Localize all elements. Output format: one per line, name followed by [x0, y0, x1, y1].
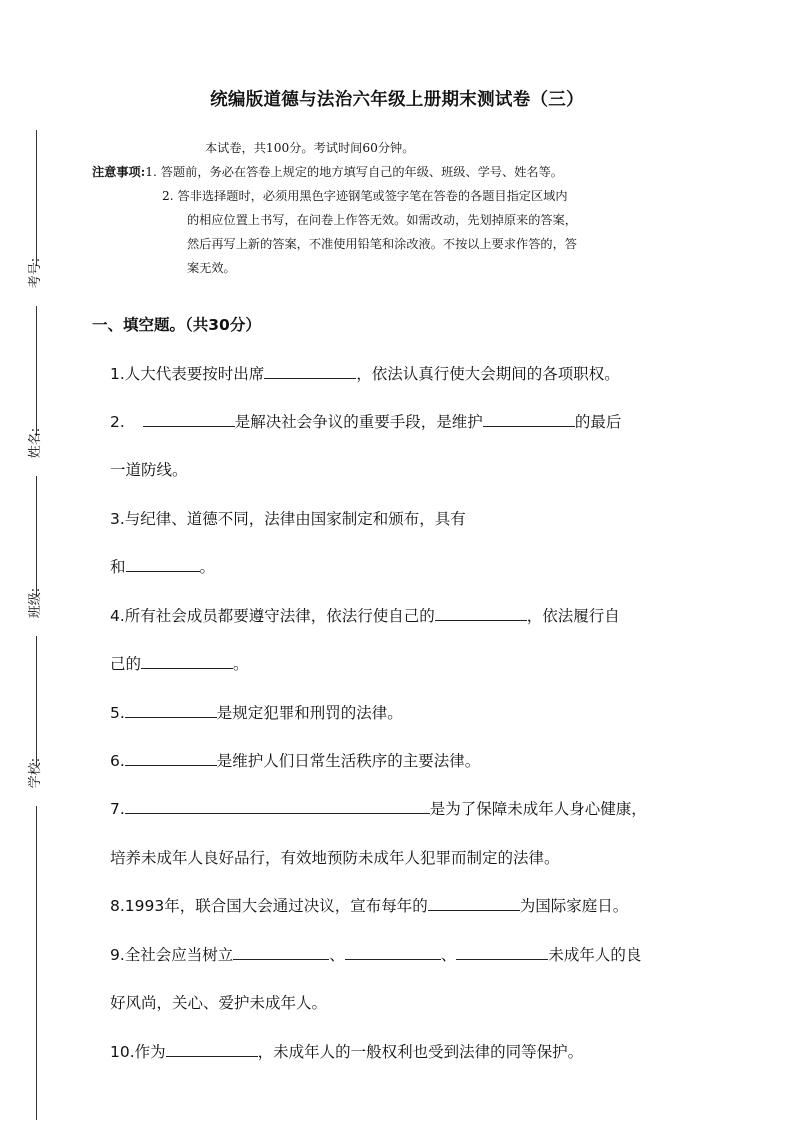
q9-blank-3[interactable]: [456, 944, 548, 960]
q2-text-a: 是解决社会争议的重要手段，是维护: [234, 413, 483, 431]
q7-number: 7.: [110, 800, 125, 818]
q2-number: 2.: [110, 413, 125, 431]
q10-text-b: ，未成年人的一般权利也受到法律的同等保护。: [257, 1043, 584, 1061]
q6-text: 是维护人们日常生活秩序的主要法律。: [216, 752, 481, 770]
page-title: 统编版道德与法治六年级上册期末测试卷（三）: [210, 90, 584, 110]
q8-blank[interactable]: [428, 895, 520, 911]
q4-text-b: ，依法履行自: [526, 607, 620, 625]
xuexiao-label: 学校:: [18, 766, 54, 806]
q6-blank[interactable]: [125, 750, 217, 766]
q3-text-c: 。: [199, 558, 216, 576]
notes-intro: 本试卷，共100分。考试时间60分钟。: [205, 141, 415, 155]
q9-sep-2: 、: [440, 946, 457, 964]
question-2: [110, 410, 621, 432]
q9-blank-2[interactable]: [345, 944, 441, 960]
notes-item-2-line2: 的相应位置上书写，在问卷上作答无效。如需改动，先划掉原来的答案，: [187, 213, 577, 227]
question-9-cont: 好风尚，关心、爱护未成年人。: [110, 994, 328, 1012]
q4-blank-2[interactable]: [141, 653, 233, 669]
q2-blank-1[interactable]: [143, 411, 235, 427]
banji-label: 班级:: [18, 596, 54, 636]
question-3: 3.与纪律、道德不同，法律由国家制定和颁布，具有: [110, 510, 466, 528]
q10-text-a: 10.作为: [110, 1043, 166, 1061]
section-heading: 一、填空题。（共30分）: [92, 316, 261, 334]
q3-blank[interactable]: [126, 556, 200, 572]
q5-text: 是规定犯罪和刑罚的法律。: [216, 704, 403, 722]
q1-text-b: ，依法认真行使大会期间的各项职权。: [356, 365, 620, 383]
question-3-cont: [110, 555, 215, 577]
notes-item-2: 2. 答非选择题时，必须用黑色字迹钢笔或签字笔在答卷的各题目指定区域内: [162, 189, 568, 203]
question-9: [110, 943, 641, 965]
q3-text-b: 和: [110, 558, 126, 576]
q8-text-a: 8.1993年，联合国大会通过决议，宣布每年的: [110, 897, 428, 915]
q8-text-b: 为国际家庭日。: [519, 897, 629, 915]
q1-text-a: 1.人大代表要按时出席: [110, 365, 265, 383]
q4-text-c: 己的: [110, 655, 142, 673]
q1-blank[interactable]: [264, 363, 356, 379]
question-1: [110, 362, 620, 384]
notes-lead: 注意事项:: [92, 165, 146, 179]
question-7: [110, 797, 647, 819]
notes-item-1: [92, 160, 577, 184]
question-7-cont: 培养未成年人良好品行，有效地预防未成年人犯罪而制定的法律。: [110, 849, 560, 867]
q9-blank-1[interactable]: [233, 944, 329, 960]
question-5: [110, 701, 403, 723]
question-4: [110, 604, 620, 626]
q7-blank[interactable]: [125, 798, 430, 814]
q9-text-d: 未成年人的良: [548, 946, 642, 964]
question-8: [110, 894, 628, 916]
question-4-cont: [110, 652, 249, 674]
notes-item-1-text: 1. 答题前，务必在答卷上规定的地方填写自己的年级、班级、学号、姓名等。: [145, 165, 563, 179]
q10-blank[interactable]: [166, 1041, 258, 1057]
q9-sep-1: 、: [329, 946, 345, 964]
q2-blank-2[interactable]: [483, 411, 575, 427]
notes-item-2-line4: 案无效。: [187, 261, 236, 275]
q4-text-d: 。: [233, 655, 249, 673]
q2-text-b: 的最后: [574, 413, 622, 431]
question-10: [110, 1040, 583, 1062]
question-6: [110, 749, 480, 771]
q6-number: 6.: [110, 752, 125, 770]
q7-text-b: 是为了保障未成年人身心健康，: [429, 800, 647, 818]
q9-text-a: 9.全社会应当树立: [110, 946, 234, 964]
q4-text-a: 4.所有社会成员都要遵守法律，依法行使自己的: [110, 607, 435, 625]
q5-blank[interactable]: [125, 702, 217, 718]
question-2-cont: 一道防线。: [110, 461, 188, 479]
notes-item-2-line3: 然后再写上新的答案，不准使用铅笔和涂改液。不按以上要求作答的，答: [187, 237, 577, 251]
q5-number: 5.: [110, 704, 125, 722]
xingming-label: 姓名:: [18, 436, 54, 476]
kaohao-label: 考号:: [18, 266, 54, 306]
exam-notes: [92, 136, 577, 280]
q4-blank-1[interactable]: [435, 605, 527, 621]
